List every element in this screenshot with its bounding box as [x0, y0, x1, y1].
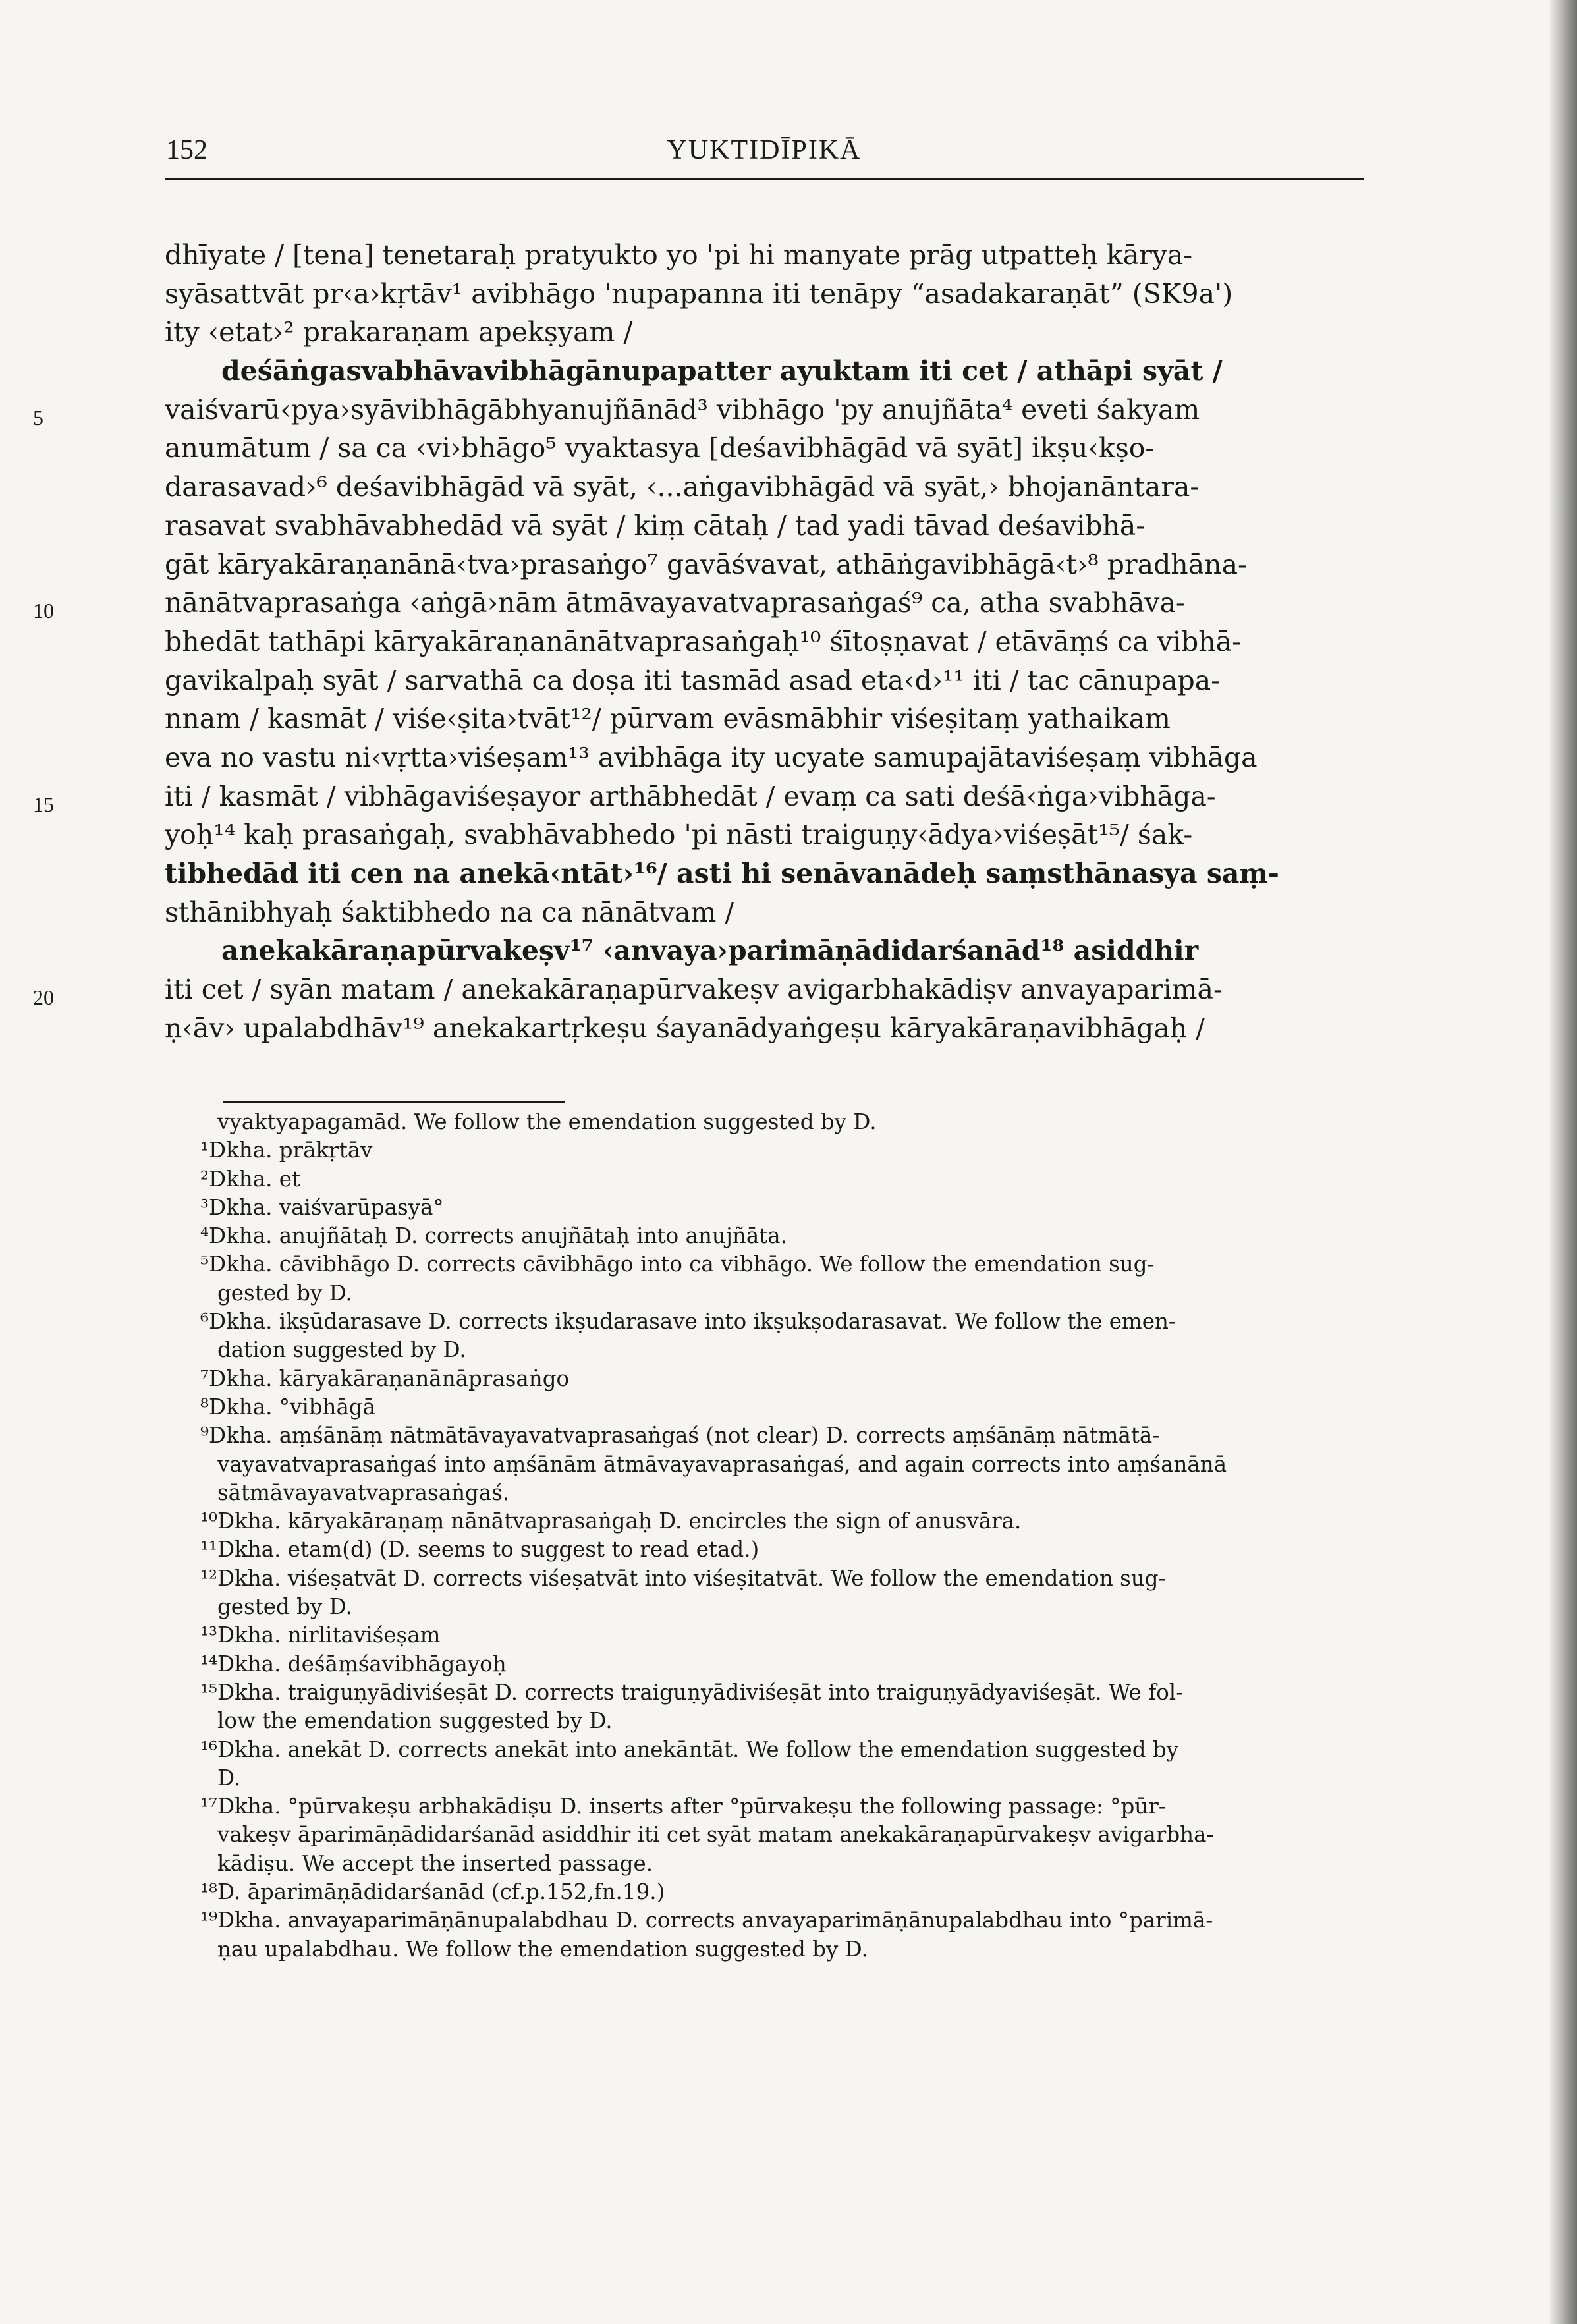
text-line: iti cet / syān matam / anekakāraṇapūrvakeṣv avigarbhakādiṣv anvayaparimā-: [165, 974, 1223, 1006]
text-line: darasavad›⁶ deśavibhāgād vā syāt, ‹...aṅgavibhāgād vā syāt,› bhojanāntara-: [165, 471, 1200, 503]
footnote-line: low the emendation suggested by D.: [217, 1708, 613, 1734]
footnote-line: ⁶Dkha. ikṣūdarasave D. corrects ikṣudarasave into ikṣukṣodarasavat. We follow the emen-: [200, 1309, 1176, 1335]
text-line: syāsattvāt pr‹a›kṛtāv¹ avibhāgo 'nupapanna iti tenāpy “asadakaraṇāt” (SK9a'): [165, 277, 1233, 310]
footnote-line: ¹Dkha. prākṛtāv: [200, 1138, 373, 1163]
footnote-line: ³Dkha. vaiśvarūpasyā°: [200, 1194, 444, 1220]
text-line: tibhedād iti cen na anekā‹ntāt›¹⁶/ asti hi senāvanādeḥ saṃsthānasya saṃ-: [165, 858, 1279, 889]
footnote-line: gested by D.: [217, 1280, 352, 1306]
page-number: 152: [166, 135, 208, 165]
line-number-20: 20: [33, 985, 54, 1009]
line-number-5: 5: [33, 406, 43, 429]
text-line: anumātum / sa ca ‹vi›bhāgo⁵ vyaktasya [deśavibhāgād vā syāt] ikṣu‹kṣo-: [165, 432, 1155, 464]
footnote-line: ¹⁷Dkha. °pūrvakeṣu arbhakādiṣu D. inserts after °pūrvakeṣu the following passage: °pūr-: [200, 1794, 1166, 1819]
text-line: gavikalpaḥ syāt / sarvathā ca doṣa iti tasmād asad eta‹d›¹¹ iti / tac cānupapa-: [165, 664, 1221, 696]
text-line: deśāṅgasvabhāvavibhāgānupapatter ayuktam iti cet / athāpi syāt /: [221, 355, 1223, 387]
text-line: yoḥ¹⁴ kaḥ prasaṅgaḥ, svabhāvabhedo 'pi nāsti traiguṇy‹ādya›viśeṣāt¹⁵/ śak-: [165, 819, 1193, 851]
footnote-line: ⁵Dkha. cāvibhāgo D. corrects cāvibhāgo into ca vibhāgo. We follow the emendation sug-: [200, 1252, 1155, 1277]
footnote-line: ⁴Dkha. anujñātaḥ D. corrects anujñātaḥ into anujñāta.: [200, 1223, 787, 1249]
text-line: vaiśvarū‹pya›syāvibhāgābhyanujñānād³ vibhāgo 'py anujñāta⁴ eveti śakyam: [165, 393, 1200, 426]
text-line: iti / kasmāt / vibhāgaviśeṣayor arthābhedāt / evaṃ ca sati deśā‹ṅga›vibhāga-: [165, 780, 1216, 812]
footnote-line: ¹⁶Dkha. anekāt D. corrects anekāt into anekāntāt. We follow the emendation suggested by: [200, 1736, 1179, 1762]
text-line: dhīyate / [tena] tenetaraḥ pratyukto yo 'pi hi manyate prāg utpatteḥ kārya-: [165, 239, 1193, 271]
footnote-line: vyaktyapagamād. We follow the emendation suggested by D.: [217, 1109, 877, 1134]
text-line: eva no vastu ni‹vṛtta›viśeṣam¹³ avibhāga ity ucyate samupajātaviśeṣaṃ vibhāga: [165, 741, 1258, 773]
footnote-line: dation suggested by D.: [217, 1337, 466, 1363]
page-header: [165, 132, 1364, 180]
text-line: nnam / kasmāt / viśe‹ṣita›tvāt¹²/ pūrvam evāsmābhir viśeṣitaṃ yathaikam: [165, 703, 1171, 735]
footnote-line: ²Dkha. et: [200, 1166, 301, 1192]
footnote-line: ⁷Dkha. kāryakāraṇanānāprasaṅgo: [200, 1366, 570, 1391]
footnote-line: vayavatvaprasaṅgaś into aṃśānām ātmāvayavaprasaṅgaś, and again corrects into aṃśanānā: [217, 1451, 1227, 1477]
footnote-line: ¹⁵Dkha. traiguṇyādiviśeṣāt D. corrects traiguṇyādiviśeṣāt into traiguṇyādyaviśeṣāt. We fol-: [200, 1679, 1184, 1705]
line-number-15: 15: [33, 792, 54, 816]
text-line: nānātvaprasaṅga ‹aṅgā›nām ātmāvayavatvaprasaṅgaś⁹ ca, atha svabhāva-: [165, 587, 1185, 619]
page-edge-shadow: [1548, 0, 1577, 2324]
running-title: YUKTIDĪPIKĀ: [667, 135, 862, 165]
text-line: rasavat svabhāvabhedād vā syāt / kiṃ cātaḥ / tad yadi tāvad deśavibhā-: [165, 509, 1146, 541]
text-line: gāt kāryakāraṇanānā‹tva›prasaṅgo⁷ gavāśvavat, athāṅgavibhāgā‹t›⁸ pradhāna-: [165, 548, 1247, 580]
footnote-line: ⁸Dkha. °vibhāgā: [200, 1394, 376, 1420]
footnote-line: ¹¹Dkha. etam(d) (D. seems to suggest to read etad.): [200, 1537, 760, 1563]
footnote-line: ¹⁴Dkha. deśāṃśavibhāgayoḥ: [200, 1651, 507, 1676]
footnote-line: ⁹Dkha. aṃśānāṃ nātmātāvayavatvaprasaṅgaś (not clear) D. corrects aṃśānāṃ nātmātā-: [200, 1423, 1160, 1449]
footnote-line: gested by D.: [217, 1594, 352, 1620]
footnote-line: ¹³Dkha. nirlitaviśeṣam: [200, 1622, 441, 1648]
line-number-10: 10: [33, 599, 54, 622]
footnote-line: sātmāvayavatvaprasaṅgaś.: [217, 1480, 510, 1505]
footnote-line: ¹⁹Dkha. anvayaparimāṇānupalabdhau D. corrects anvayaparimāṇānupalabdhau into °parimā-: [200, 1908, 1213, 1933]
text-line: sthānibhyaḥ śaktibhedo na ca nānātvam /: [165, 896, 734, 928]
text-line: ṇ‹āv› upalabdhāv¹⁹ anekakartṛkeṣu śayanādyaṅgeṣu kāryakāraṇavibhāgaḥ /: [165, 1012, 1205, 1044]
footnotes: [165, 1108, 1370, 1964]
text-line: bhedāt tathāpi kāryakāraṇanānātvaprasaṅgaḥ¹⁰ śītoṣṇavat / etāvāṃś ca vibhā-: [165, 625, 1241, 657]
footnote-separator: [223, 1101, 565, 1103]
text-line: ity ‹etat›² prakaraṇam apekṣyam /: [165, 316, 633, 348]
footnote-line: ¹⁸D. āparimāṇādidarśanād (cf.p.152,fn.19.): [200, 1879, 665, 1905]
footnote-line: D.: [217, 1765, 241, 1790]
footnote-line: ṇau upalabdhau. We follow the emendation suggested by D.: [217, 1936, 868, 1962]
footnote-line: vakeṣv āparimāṇādidarśanād asiddhir iti cet syāt matam anekakāraṇapūrvakeṣv avigarbha-: [217, 1822, 1214, 1848]
footnote-line: kādiṣu. We accept the inserted passage.: [217, 1850, 653, 1876]
main-text: [165, 236, 1370, 1047]
text-line: anekakāraṇapūrvakeṣv¹⁷ ‹anvaya›parimāṇādidarśanād¹⁸ asiddhir: [221, 935, 1199, 967]
footnote-line: ¹⁰Dkha. kāryakāraṇaṃ nānātvaprasaṅgaḥ D. encircles the sign of anusvāra.: [200, 1508, 1022, 1534]
footnote-line: ¹²Dkha. viśeṣatvāt D. corrects viśeṣatvāt into viśeṣitatvāt. We follow the emendation sug-: [200, 1565, 1166, 1591]
